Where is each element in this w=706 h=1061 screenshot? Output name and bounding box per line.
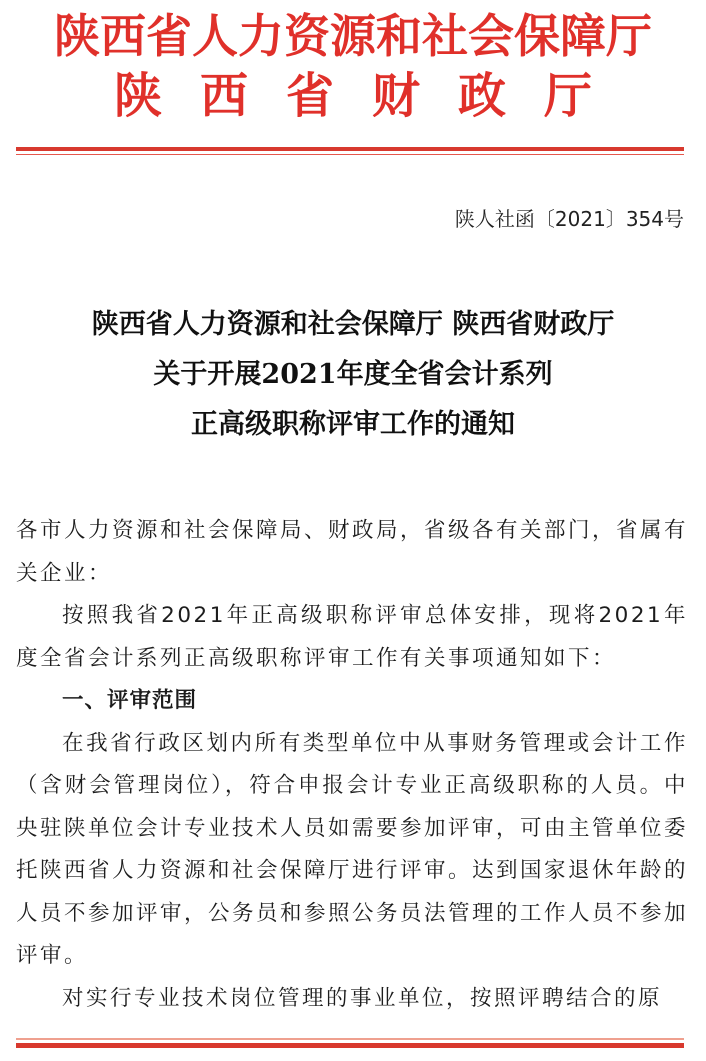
scope-paragraph-1: 在我省行政区划内所有类型单位中从事财务管理或会计工作（含财会管理岗位），符合申报会计专业正高级职称的人员。中央驻陕单位会计专业技术人员如需要参加评审，可由主管单位委托陕西省人力资源和社会保障厅进行评审。达到国家退休年龄的人员不参加评审，公务员和参照公务员法管理的工作人员不参加评审。: [16, 730, 689, 968]
document-number: 陕人社函〔2021〕354号: [454, 207, 684, 231]
header-rule-thin: [16, 154, 684, 155]
letterhead-org-finance: 陕西省财政厅: [113, 68, 630, 124]
addressee: 各市人力资源和社会保障局、财政局，省级各有关部门，省属有关企业：: [16, 518, 689, 586]
intro-paragraph: 按照我省2021年正高级职称评审总体安排，现将2021年度全省会计系列正高级职称评审工作有关事项通知如下：: [16, 603, 688, 671]
document-body: [16, 510, 688, 1020]
title-line-3: 正高级职称评审工作的通知: [191, 409, 515, 440]
title-line-1: 陕西省人力资源和社会保障厅 陕西省财政厅: [91, 309, 615, 340]
title-line-2: 关于开展2021年度全省会计系列: [153, 359, 553, 390]
letterhead-org-hrss: 陕西省人力资源和社会保障厅: [54, 9, 652, 63]
document-title: [0, 300, 706, 450]
header-rule-thick: [16, 147, 684, 151]
footer-rule-thick: [16, 1043, 684, 1048]
section-heading-scope: 一、评审范围: [62, 688, 198, 713]
footer-rule-thin: [16, 1038, 684, 1040]
scope-paragraph-2: 对实行专业技术岗位管理的事业单位，按照评聘结合的原: [62, 985, 663, 1011]
